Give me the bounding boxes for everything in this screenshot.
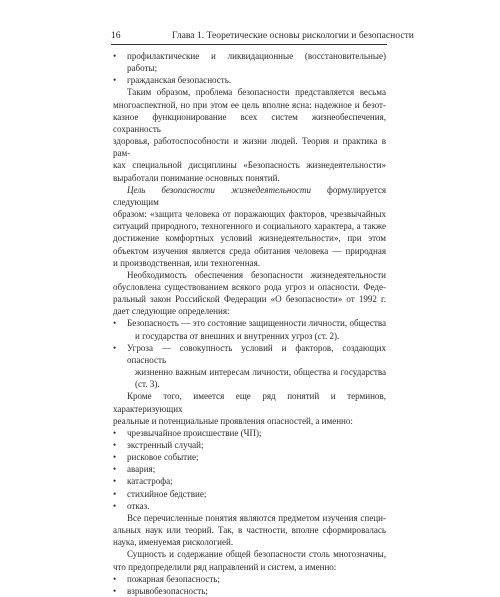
list-item-line: Угроза — совокупность условий и факторов, создающих опасность [127, 342, 386, 365]
text-line: альных наук или теорий. Так, в частности, вполне сформировалась [113, 525, 386, 536]
running-title: Глава 1. Теоретические основы рискологии и безопасности [172, 30, 414, 41]
list-item [113, 585, 386, 597]
text-line: многоаспектной, но при этом ее цель вполне ясна: надежное и безот- [113, 99, 386, 110]
paragraph-continuation [113, 561, 386, 573]
list-item-text: экстренный случай; [127, 440, 204, 450]
bullet-list-hazards [113, 427, 386, 512]
italic-term: Цель безопасности жизнедеятельности [127, 184, 311, 195]
list-item [113, 427, 386, 439]
text-line: достижение комфортных условий жизнедеятельности», при этом [113, 233, 386, 244]
paragraph-continuation [113, 99, 386, 184]
paragraph [113, 548, 386, 560]
list-item-text: авария; [127, 464, 156, 475]
paragraph [113, 512, 386, 524]
text-line: казное функционирование всех систем жизнеобеспечения, сохранность [113, 111, 386, 134]
text-line: здоровья, работоспособности и жизни людей. Теория и практика в рам- [113, 136, 386, 159]
text-line: объектом изучения является среда обитания человека — природная [113, 245, 386, 256]
list-item [113, 573, 386, 585]
bullet-list-measures [113, 50, 386, 86]
bullet-icon: • [113, 464, 117, 475]
text-line: ральный закон Российской Федерации «О безопасности» от 1992 г. [113, 294, 386, 305]
list-item-text: пожарная безопасность; [127, 573, 220, 584]
list-item-text: отказ. [127, 500, 150, 511]
paragraph-continuation [113, 208, 386, 269]
list-item [113, 463, 386, 475]
page-body [113, 50, 386, 597]
text-line: что предопределили ряд направлений и систем, а именно: [113, 561, 337, 572]
text-line: дает следующие определения: [113, 306, 230, 317]
page-number: 16 [111, 30, 121, 41]
bullet-list-safety-types [113, 573, 386, 597]
bullet-icon: • [113, 75, 117, 86]
text-line: реальные и потенциальные проявления опасностей, а именно: [113, 415, 353, 426]
text-line: ситуаций природного, техногенного и социального характера, а также [113, 221, 386, 232]
bullet-icon: • [113, 427, 117, 438]
text-line: Необходимость обеспечения безопасности жизнедеятельности [127, 269, 386, 280]
paragraph [113, 269, 386, 281]
list-item-text: стихийное бедствие; [127, 488, 207, 499]
paragraph-continuation [113, 281, 386, 317]
list-item-line: и государства от внешних и внутренних угроз (ст. 2). [135, 330, 340, 341]
paragraph-continuation [113, 415, 386, 427]
bullet-icon: • [113, 452, 117, 463]
list-item [113, 50, 386, 74]
list-item [113, 74, 386, 86]
text-line: наука, именуемая рискологией. [113, 537, 234, 548]
text-line: обусловлена существованием всякого рода угроз и опасности. Феде- [113, 281, 386, 292]
bullet-icon: • [113, 318, 117, 329]
list-item [113, 342, 386, 391]
list-item-text: взрывобезопасность; [127, 585, 208, 596]
list-item-line: Безопасность — это состояние защищенности личности, общества [127, 318, 386, 329]
list-item [113, 500, 386, 512]
text-line: Все перечисленные понятия являются предметом изучения специ- [127, 512, 386, 523]
list-item-text: рисковое событие; [127, 452, 199, 463]
header-rule [111, 44, 387, 45]
bullet-icon: • [113, 573, 117, 584]
paragraph [113, 390, 386, 414]
paragraph-goal [113, 184, 386, 208]
text-line: образом: «защита человека от поражающих факторов, чрезвычайных [113, 209, 386, 220]
list-item [113, 488, 386, 500]
bullet-icon: • [113, 342, 117, 353]
list-item-text: катастрофа; [127, 476, 173, 487]
text-run: формулируется следующим [113, 184, 386, 207]
list-item [113, 451, 386, 463]
bullet-icon: • [113, 500, 117, 511]
bullet-icon: • [113, 476, 117, 487]
paragraph-continuation [113, 524, 386, 548]
text-line: выработали понимание основных понятий. [113, 172, 280, 183]
text-line: и производственная, или техногенная. [113, 257, 260, 268]
list-item-line: (ст. 3). [135, 379, 160, 390]
list-item [113, 439, 386, 451]
list-item [113, 317, 386, 341]
bullet-icon: • [113, 440, 117, 450]
list-item-line: жизненно важным интересам личности, общества и государства [135, 367, 386, 378]
bullet-icon: • [113, 585, 117, 596]
text-line: Сущность и содержание общей безопасности столь многозначны, [127, 549, 386, 560]
list-item-line: профилактические и ликвидационные (восстановительные) [127, 51, 386, 61]
list-item [113, 475, 386, 487]
list-item-text: чрезвычайное происшествие (ЧП); [127, 427, 262, 438]
bullet-list-definitions [113, 317, 386, 390]
text-line: Таким образом, проблема безопасности представляется весьма [127, 87, 386, 98]
list-item-line: работы; [127, 63, 158, 74]
text-line: Кроме того, имеется еще ряд понятий и терминов, характеризующих [113, 391, 386, 414]
bullet-icon: • [113, 488, 117, 499]
list-item-line: гражданская безопасность. [127, 75, 232, 86]
paragraph [113, 86, 386, 98]
bullet-icon: • [113, 51, 117, 61]
text-line: ках специальной дисциплины «Безопасность жизнедеятельности» [113, 160, 386, 171]
